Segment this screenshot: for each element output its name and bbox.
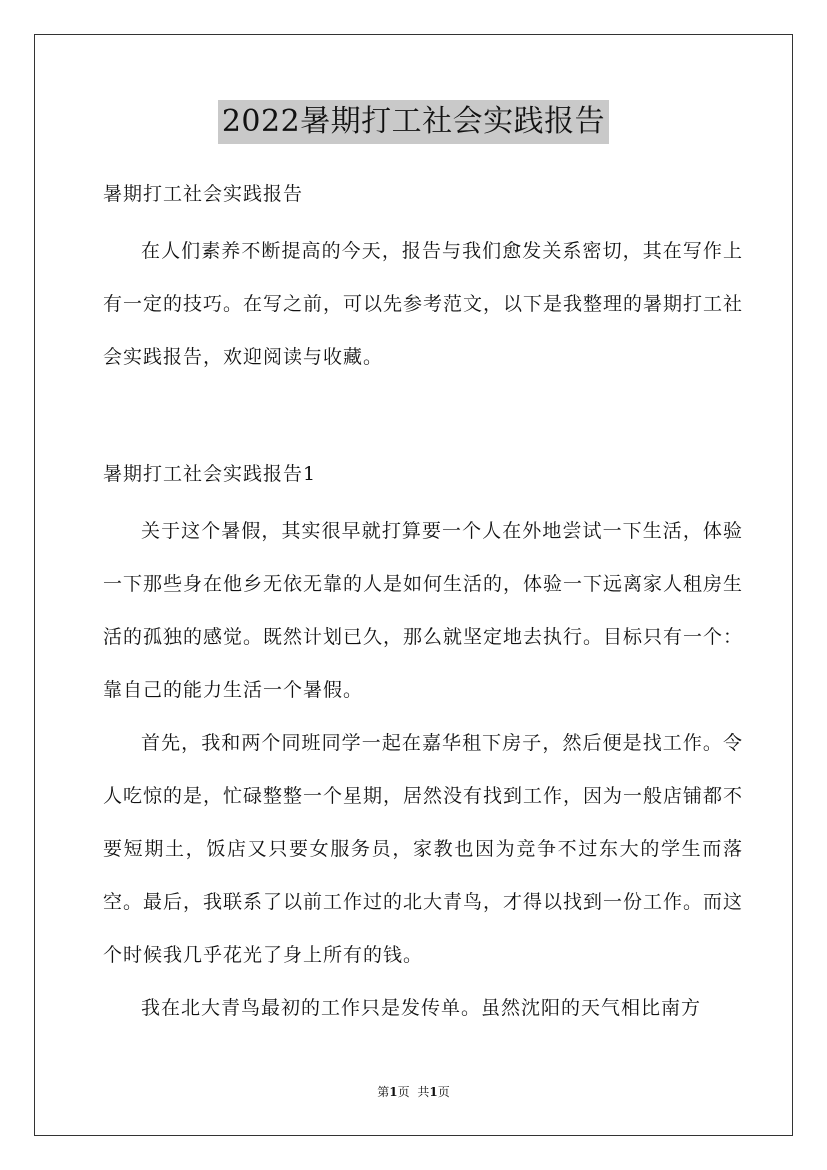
section-1-heading: 暑期打工社会实践报告1 — [103, 463, 317, 485]
page-suffix: 页 — [397, 1085, 410, 1099]
title-container — [0, 100, 827, 144]
spacer — [103, 384, 743, 456]
section-1-paragraph-1: 关于这个暑假，其实很早就打算要一个人在外地尝试一下生活，体验一下那些身在他乡无依无靠的人是如何生活的，体验一下远离家人租房生活的孤独的感觉。既然计划已久，那么就坚定地去执行。目标只有一个：靠自己的能力生活一个暑假。 — [103, 520, 744, 701]
total-suffix: 页 — [437, 1085, 450, 1099]
spacer — [103, 492, 743, 505]
document-body — [103, 176, 743, 1035]
page-footer — [0, 1083, 827, 1101]
page-prefix: 第 — [377, 1085, 390, 1099]
page-number: 1 — [389, 1085, 398, 1099]
section-1-paragraph-2: 首先，我和两个同班同学一起在嘉华租下房子，然后便是找工作。令人吃惊的是，忙碌整整一个星期，居然没有找到工作，因为一般店铺都不要短期土，饭店又只要女服务员，家教也因为竞争不过东大的学生而落空。最后，我联系了以前工作过的北大青鸟，才得以找到一份工作。而这个时候我几乎花光了身上所有的钱。 — [103, 732, 744, 966]
section-1-paragraph-3: 我在北大青鸟最初的工作只是发传单。虽然沈阳的天气相比南方 — [141, 997, 702, 1019]
spacer — [103, 212, 743, 225]
total-pages: 1 — [429, 1085, 438, 1099]
document-title: 2022暑期打工社会实践报告 — [218, 100, 609, 144]
intro-paragraph: 在人们素养不断提高的今天，报告与我们愈发关系密切，其在写作上有一定的技巧。在写之前，可以先参考范文，以下是我整理的暑期打工社会实践报告，欢迎阅读与收藏。 — [103, 240, 744, 368]
total-prefix: 共 — [417, 1085, 430, 1099]
intro-heading: 暑期打工社会实践报告 — [103, 183, 304, 205]
